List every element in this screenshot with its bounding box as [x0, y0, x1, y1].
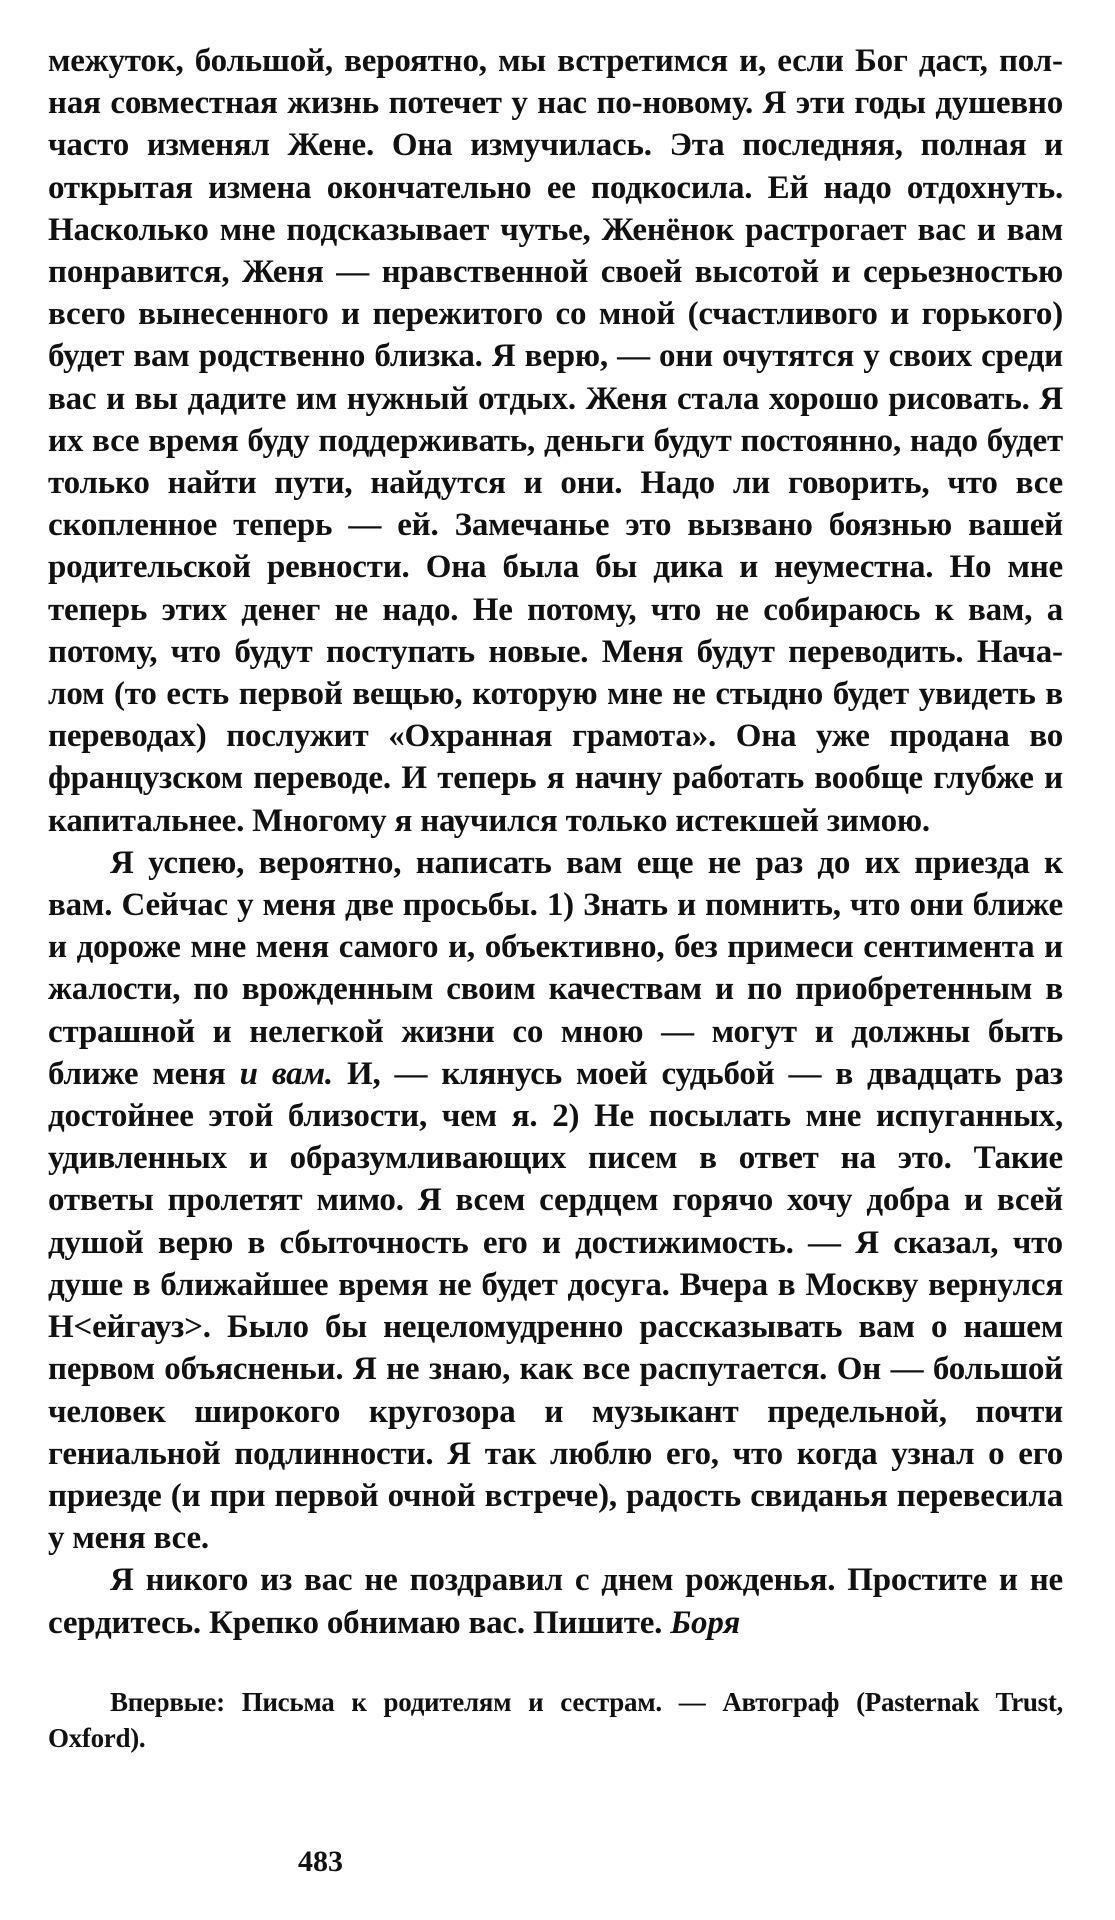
source-footnote: Впервые: Письма к родителям и сестрам. — Автограф (Pasternak Trust, Oxford). — [48, 1686, 1063, 1753]
page-number: 483 — [298, 1845, 343, 1878]
letter-page — [48, 40, 1063, 1756]
paragraph-continuation: межуток, большой, вероятно, мы встретимся и, если Бог даст, полная совместная жизнь потечет у нас по-новому. Я эти годы душевно часто изменял Жене. Она измучилась. Эта последняя, полная и открытая измена окончательно ее подкосила. Ей надо отдохнуть. Насколько мне подсказывает чутье, Женёнок растрогает вас и вам понравится, Женя — нравственной своей высотой и серьезностью всего вынесенного и пережитого со мной (счастливого и горького) будет вам родственно близка. Я верю, — они очутятся у своих среди вас и вы дадите им нужный отдых. Женя стала хорошо рисовать. Я их все время буду поддерживать, деньги будут постоянно, надо будет только найти пути, найдутся и они. Надо ли говорить, что все скопленное теперь — ей. Замечанье это вызвано боязнью вашей родительской ревности. Она была бы дика и неуместна. Но мне теперь этих денег не надо. Не потому, что не собираюсь к вам, а потому, что будут поступать новые. Меня будут переводить. Началом (то есть первой вещью, которую мне не стыдно будет увидеть в переводах) послужит «Охранная грамота». Она уже продана во французском переводе. И теперь я начну работать вообще глубже и капитальнее. Многому я научился только истекшей зимою. — [48, 43, 1063, 839]
paragraph-requests-text-2: И, — клянусь моей судьбой — в двадцать раз достойнее этой близости, чем я. 2) Не посылать мне испуганных, удивленных и образумливающих писем в ответ на это. Такие ответы пролетят мимо. Я всем сердцем горячо хочу добра и всей душой верю в сбыточность его и достижимость. — Я сказал, что душе в ближайшее время не будет досуга. Вчера в Москву вернулся Н<ейгауз>. Было бы нецеломудренно рассказывать вам о нашем первом объясненьи. Я не знаю, как все распутается. Он — большой человек широкого кругозора и музыкант предельной, почти гениальной подлинности. Я так люблю его, что когда узнал о его приезде (и при первой очной встрече), радость свиданья перевесила у меня все. — [48, 1055, 1063, 1557]
paragraph-requests-italic: и вам. — [239, 1055, 333, 1092]
signature: Боря — [670, 1604, 741, 1641]
paragraph-closing-text: Я никого из вас не поздравил с днем рожденья. Простите и не сердитесь. Крепко обнимаю вас. Пишите. — [48, 1562, 1063, 1641]
paragraph-requests — [48, 842, 1063, 1559]
paragraph-requests-text-1: Я успею, вероятно, написать вам еще не раз до их приезда к вам. Сейчас у меня две просьбы. 1) Знать и помнить, что они ближе и дороже мне меня самого и, объективно, без примеси сентимента и жалости, по врожденным своим качествам и по приобретенным в страшной и нелегкой жизни со мною — могут и должны быть ближе меня — [48, 844, 1063, 1092]
paragraph-closing — [48, 1559, 1063, 1643]
